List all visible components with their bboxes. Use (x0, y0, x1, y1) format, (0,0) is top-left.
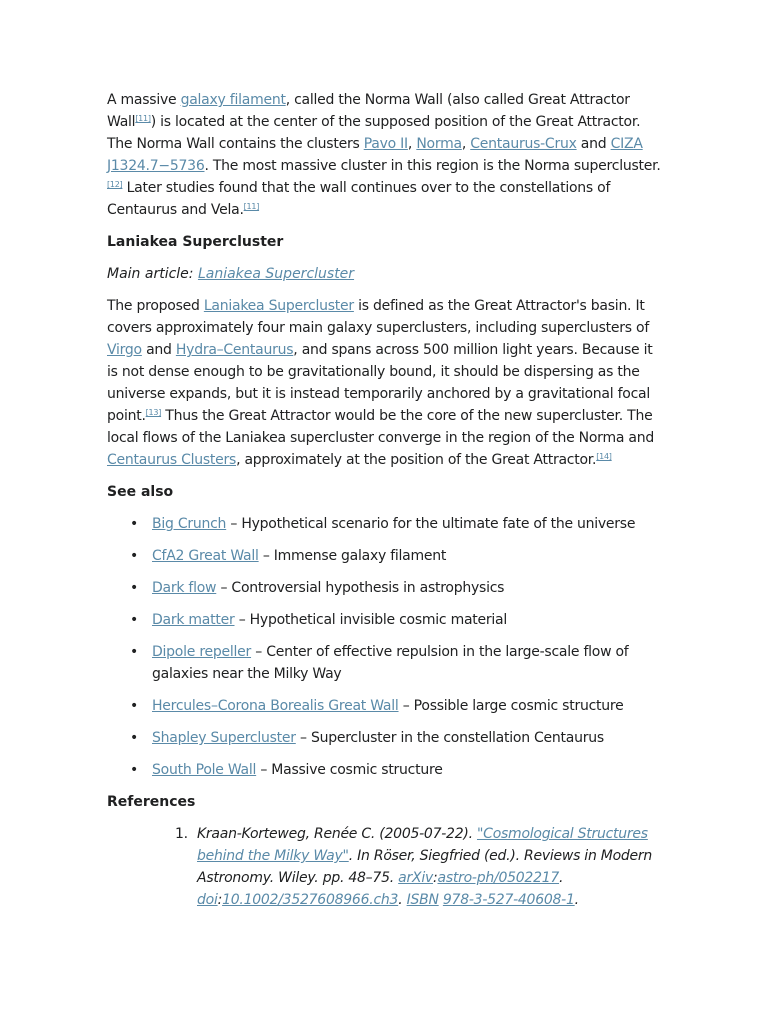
list-item: • CfA2 Great Wall – Immense galaxy filament (152, 545, 663, 567)
references-list (107, 823, 663, 911)
link-main-article-laniakea[interactable]: Laniakea Supercluster (197, 266, 355, 282)
reference-number: 1. (175, 826, 188, 842)
bullet-icon: • (130, 762, 139, 778)
link-laniakea-supercluster[interactable]: Laniakea Supercluster (203, 298, 354, 314)
link-south-pole-wall[interactable]: South Pole Wall (152, 762, 257, 778)
list-item: • Shapley Supercluster – Supercluster in the constellation Centaurus (152, 727, 663, 749)
bullet-icon: • (130, 516, 139, 532)
citation-14[interactable]: [14] (596, 452, 612, 461)
list-item: • Dark flow – Controversial hypothesis in astrophysics (152, 577, 663, 599)
bullet-icon: • (130, 698, 139, 714)
link-hercules-corona-borealis[interactable]: Hercules–Corona Borealis Great Wall (152, 698, 399, 714)
citation-11[interactable]: [11] (135, 114, 151, 123)
link-galaxy-filament[interactable]: galaxy filament (180, 92, 286, 108)
link-arxiv-id[interactable]: astro-ph/0502217 (437, 870, 560, 886)
link-cfa2-great-wall[interactable]: CfA2 Great Wall (152, 548, 259, 564)
link-reference-title[interactable]: "Cosmological Structures behind the Milky Way" (197, 826, 648, 864)
link-big-crunch[interactable]: Big Crunch (152, 516, 227, 532)
link-arxiv[interactable]: arXiv (398, 870, 434, 886)
section-heading-laniakea: Laniakea Supercluster (107, 234, 284, 250)
link-isbn[interactable]: ISBN (406, 892, 439, 908)
list-item: • Dipole repeller – Center of effective repulsion in the large-scale flow of galaxies near the Milky Way (152, 641, 663, 685)
link-hydra-centaurus[interactable]: Hydra–Centaurus (175, 342, 294, 358)
link-isbn-number[interactable]: 978-3-527-40608-1 (442, 892, 575, 908)
bullet-icon: • (130, 612, 139, 628)
see-also-list (107, 513, 663, 781)
section-heading-references: References (107, 794, 196, 810)
link-doi[interactable]: doi (197, 892, 218, 908)
bullet-icon: • (130, 548, 139, 564)
main-article-hatnote: Main article: Laniakea Supercluster (107, 266, 355, 282)
article-body (107, 89, 663, 911)
list-item: • Hercules–Corona Borealis Great Wall – Possible large cosmic structure (152, 695, 663, 717)
bullet-icon: • (130, 644, 139, 660)
link-doi-id[interactable]: 10.1002/3527608966.ch3 (222, 892, 399, 908)
laniakea-paragraph: The proposed Laniakea Supercluster is defined as the Great Attractor's basin. It covers approximately four main galaxy superclusters, including superclusters of Virgo and Hydra–Centaurus, and spans across 500 million light years. Because it is not dense enough to be gravitationally bound, it should be dispersing as the universe expands, but it is instead temporarily anchored by a gravitational focal point.[13] Thus the Great Attractor would be the core of the new supercluster. The local flows of the Laniakea supercluster converge in the region of the Norma and Centaurus Clusters, approximately at the position of the Great Attractor.[14] (107, 298, 654, 468)
bullet-icon: • (130, 730, 139, 746)
link-centaurus-crux[interactable]: Centaurus-Crux (470, 136, 577, 152)
citation-13[interactable]: [13] (145, 408, 162, 417)
link-ciza[interactable]: CIZA J1324.7−5736 (107, 136, 643, 174)
link-dark-flow[interactable]: Dark flow (152, 580, 217, 596)
link-shapley-supercluster[interactable]: Shapley Supercluster (152, 730, 296, 746)
reference-item: 1. Kraan-Korteweg, Renée C. (2005-07-22). "Cosmological Structures behind the Milky Way". In Röser, Siegfried (ed.). Reviews in Modern Astronomy. Wiley. pp. 48–75. arXiv:astro-ph/0502217. doi:10.1002/3527608966.ch3. ISBN 978-3-527-40608-1. (197, 823, 663, 911)
bullet-icon: • (130, 580, 139, 596)
link-virgo[interactable]: Virgo (107, 342, 142, 358)
list-item: • South Pole Wall – Massive cosmic structure (152, 759, 663, 781)
citation-12[interactable]: [12] (107, 180, 123, 189)
link-pavo-ii[interactable]: Pavo II (363, 136, 408, 152)
link-dipole-repeller[interactable]: Dipole repeller (152, 644, 252, 660)
link-centaurus-clusters[interactable]: Centaurus Clusters (107, 452, 237, 468)
section-heading-see-also: See also (107, 484, 174, 500)
citation-11b[interactable]: [11] (243, 202, 260, 211)
link-dark-matter[interactable]: Dark matter (152, 612, 235, 628)
link-norma[interactable]: Norma (416, 136, 462, 152)
norma-wall-paragraph: A massive galaxy filament, called the Norma Wall (also called Great Attractor Wall[11]) is located at the center of the supposed position of the Great Attractor. The Norma Wall contains the clusters Pavo II, Norma, Centaurus-Crux and CIZA J1324.7−5736. The most massive cluster in this region is the Norma supercluster.[12] Later studies found that the wall continues over to the constellations of Centaurus and Vela.[11] (107, 92, 661, 218)
list-item: • Dark matter – Hypothetical invisible cosmic material (152, 609, 663, 631)
list-item: • Big Crunch – Hypothetical scenario for the ultimate fate of the universe (152, 513, 663, 535)
